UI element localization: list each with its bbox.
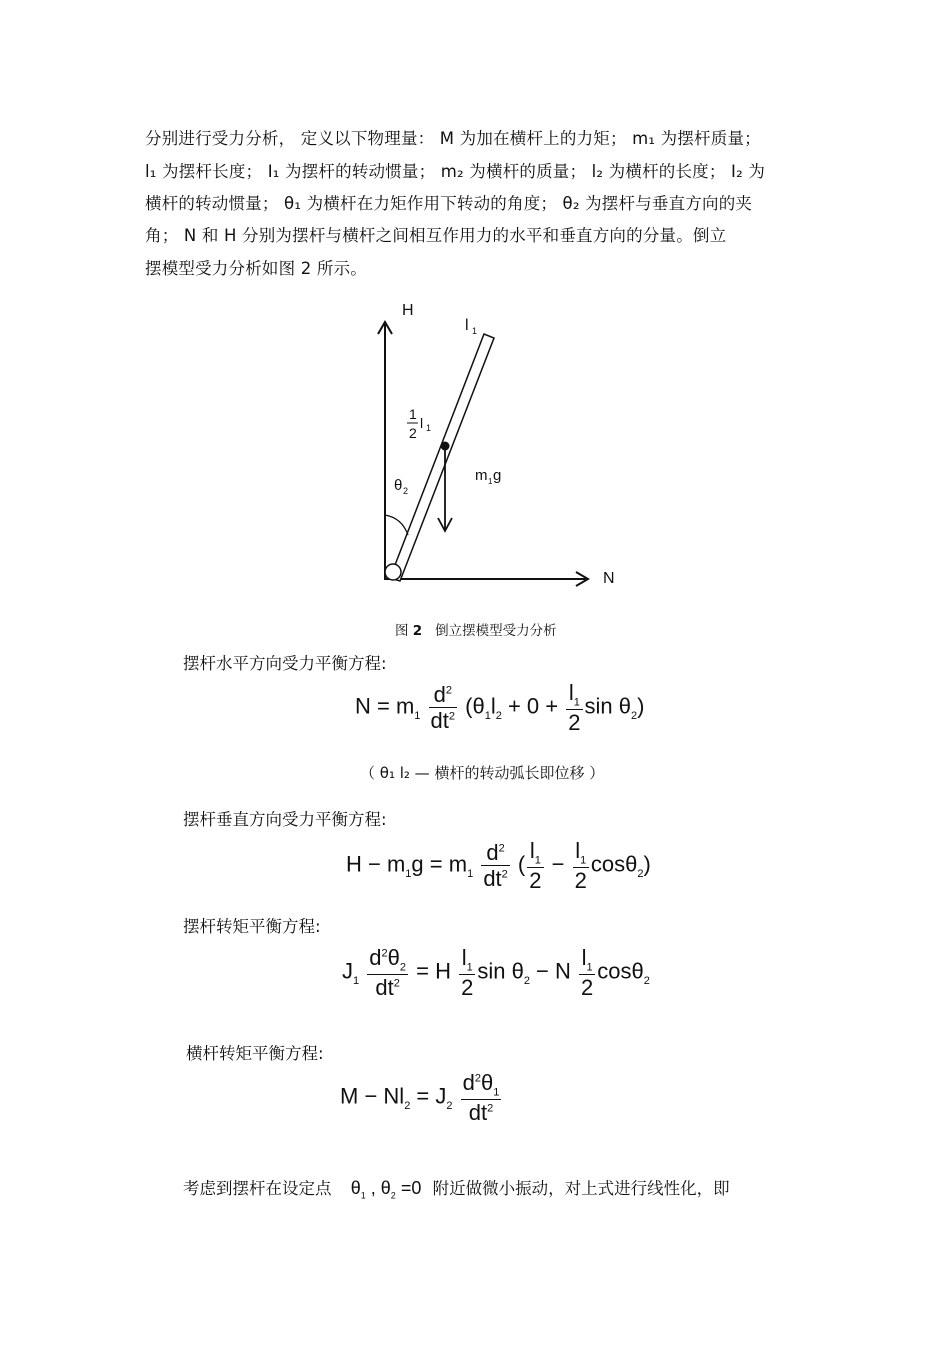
label-m1g-g: g <box>493 467 502 484</box>
linearization-prefix: 考虑到摆杆在设定点 <box>183 1179 332 1198</box>
pendulum-rod <box>390 334 494 581</box>
horizontal-balance-label: 摆杆水平方向受力平衡方程: <box>183 654 387 673</box>
torque-beam-label: 横杆转矩平衡方程: <box>186 1044 324 1063</box>
torque-beam-equation: $M - Nl_2 = J_2$ $\frac{d^2\theta_1}{dt^2}$ <box>340 1070 500 1126</box>
caption-number: 2 <box>412 623 423 639</box>
label-half-sub: 1 <box>426 423 432 433</box>
label-m1g-sub: 1 <box>488 477 493 486</box>
label-h: H <box>402 302 414 319</box>
label-half-den: 2 <box>409 425 417 441</box>
paragraph-line-5: 摆模型受力分析如图 2 所示。 <box>145 259 367 278</box>
paragraph-line-3: 横杆的转动惯量； θ₁ 为横杆在力矩作用下转动的角度； θ₂ 为摆杆与垂直方向的夹 <box>145 194 753 213</box>
linearization-line <box>183 1175 730 1201</box>
horizontal-balance-note: （ θ₁ l₂ — 横杆的转动弧长即位移 ） <box>360 764 605 782</box>
horizontal-balance-equation: $N = m_1$ $\frac{d^2}{dt^2}$ ($\theta_1l_2 + 0$ + $\frac{l_1}{2}$ $\sin \theta_2$) <box>355 680 645 736</box>
paragraph-line-2: l₁ 为摆杆长度； I₁ 为摆杆的转动惯量； m₂ 为横杆的质量； l₂ 为横杆的长度； I₂ 为 <box>145 162 766 181</box>
pivot-circle <box>385 564 401 580</box>
figure-caption <box>395 619 557 639</box>
label-half-num: 1 <box>409 406 417 422</box>
torque-pendulum-equation: $J_1$ $\frac{d^2\theta_2}{dt^2}$ = H $\frac{l_1}{2}$ $\sin \theta_2 - N$ $\frac{l_1}{2}$ cosθ$_2$ <box>342 945 650 1001</box>
label-l1-sub: 1 <box>472 326 478 336</box>
linearization-suffix: 附近做微小振动，对上式进行线性化，即 <box>432 1179 730 1198</box>
label-theta2-sub: 2 <box>403 486 409 496</box>
vertical-balance-equation: $H - m_1g = m_1$ $\frac{d^2}{dt^2}$ ( $\frac{l_1}{2}$ − $\frac{l_1}{2}$ cosθ$_2$) <box>346 838 651 894</box>
vertical-balance-label: 摆杆垂直方向受力平衡方程: <box>183 810 387 829</box>
label-theta2: θ <box>394 477 403 494</box>
paragraph-line-1: 分别进行受力分析， 定义以下物理量： M 为加在横杆上的力矩； m₁ 为摆杆质量； <box>145 129 761 148</box>
label-m1g-m: m <box>475 467 488 484</box>
label-half-l: l <box>420 415 424 431</box>
setpoint-expression: $\theta_1$ , $\theta_2 =0$ <box>350 1178 422 1201</box>
force-diagram <box>370 290 620 600</box>
label-n: N <box>603 570 615 587</box>
torque-pendulum-label: 摆杆转矩平衡方程: <box>183 917 321 936</box>
theta2-angle-arc <box>385 515 408 535</box>
paragraph-line-4: 角； N 和 H 分别为摆杆与横杆之间相互作用力的水平和垂直方向的分量。倒立 <box>145 226 727 245</box>
caption-text: 倒立摆模型受力分析 <box>435 623 557 639</box>
caption-prefix: 图 <box>395 623 409 639</box>
label-l1: l <box>465 317 469 334</box>
